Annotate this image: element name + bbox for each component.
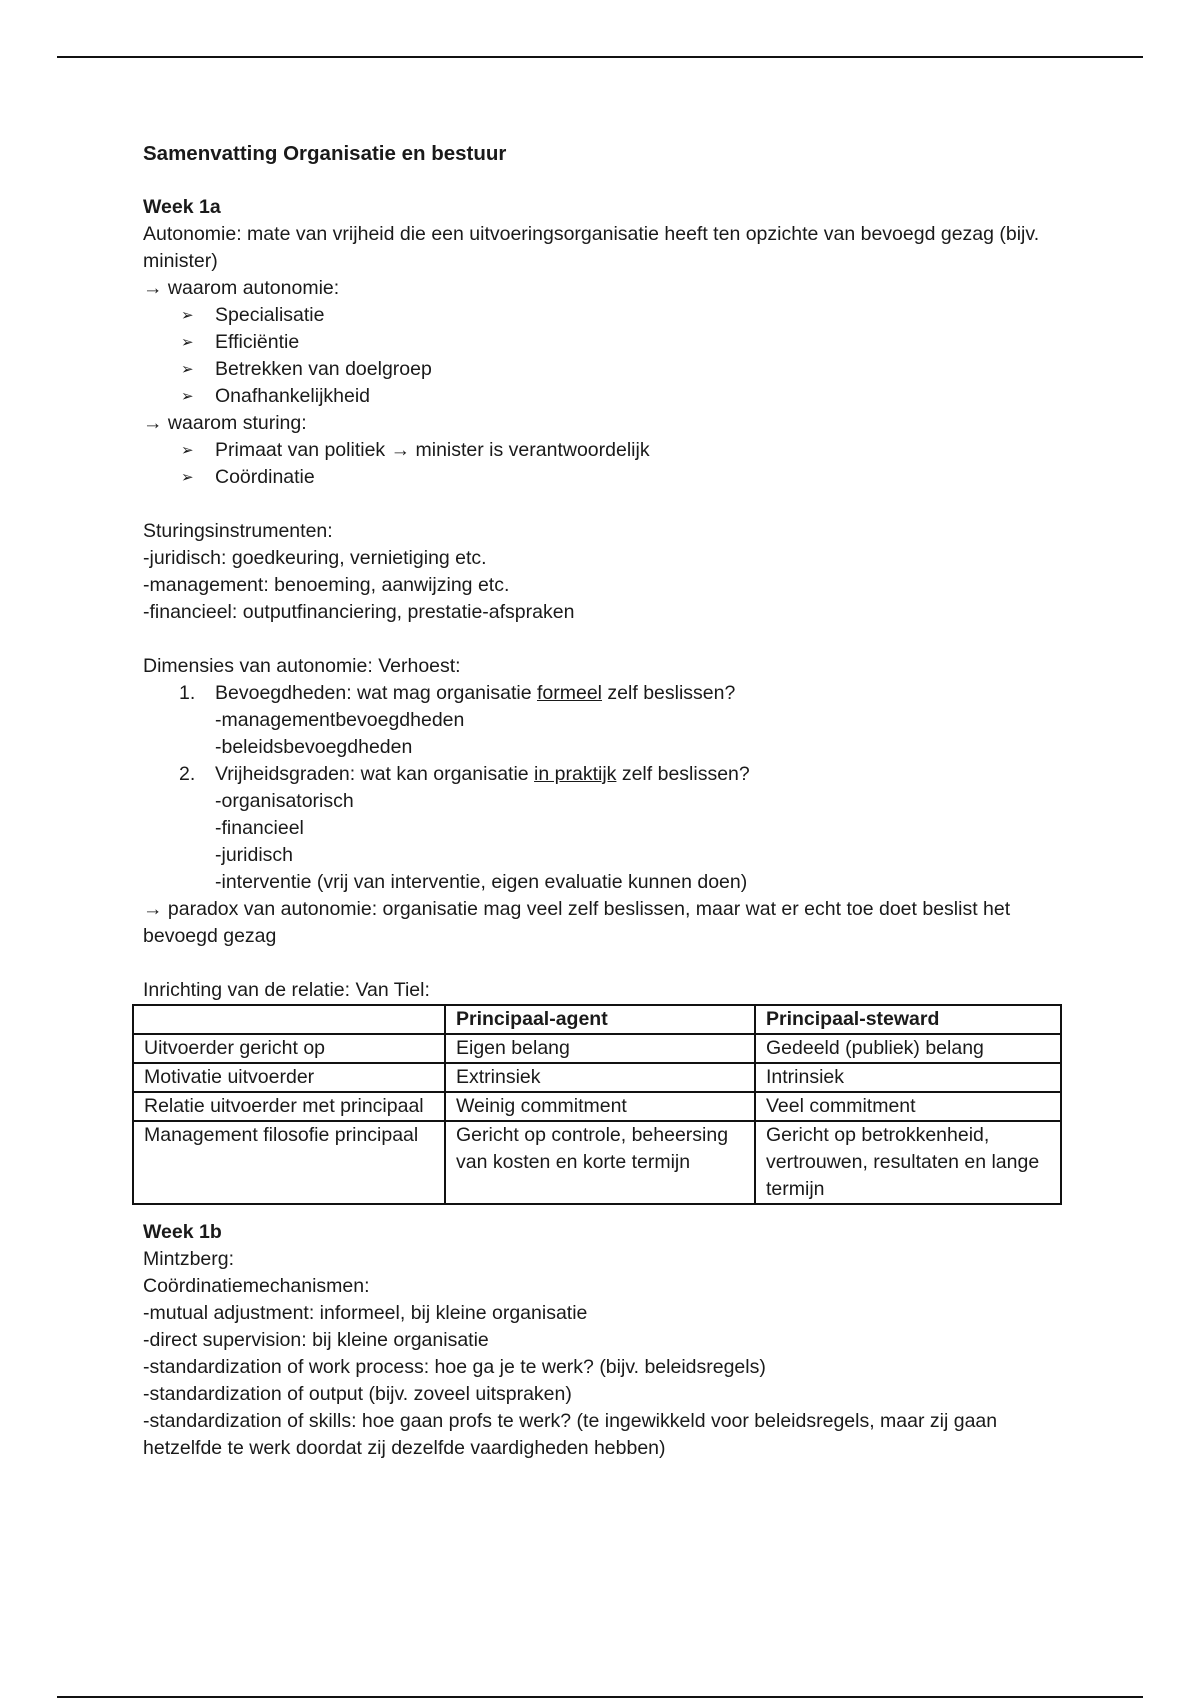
autonomy-reasons-list: [143, 302, 1073, 410]
arrow-bullet-icon: ➢: [181, 307, 194, 324]
arrow-bullet-icon: ➢: [181, 334, 194, 351]
table-row: Motivatie uitvoerder Extrinsiek Intrinsiek: [133, 1063, 1061, 1092]
arrow-bullet-icon: ➢: [181, 442, 194, 459]
week-1b-heading: Week 1b: [143, 1221, 222, 1243]
text-line: -standardization of skills: hoe gaan profs te werk? (te ingewikkeld voor beleidsregels, maar zij gaan hetzelfde te werk doordat zij dezelfde vaardigheden hebben): [143, 1410, 998, 1459]
list-item: ➢ Specialisatie: [181, 302, 1073, 329]
arrow-bullet-icon: ➢: [181, 361, 194, 378]
week-1a-heading: Week 1a: [143, 196, 221, 218]
text-line: -standardization of work process: hoe ga je te werk? (bijv. beleidsregels): [143, 1356, 766, 1378]
list-item: ➢ Betrekken van doelgroep: [181, 356, 1073, 383]
instrument-line: -financieel: outputfinanciering, prestatie-afspraken: [143, 601, 575, 623]
why-autonomy-line: → waarom autonomie:: [143, 277, 340, 299]
instruments-heading: Sturingsinstrumenten:: [143, 520, 333, 542]
list-item: ➢ Coördinatie: [181, 464, 1073, 491]
arrow-bullet-icon: ➢: [181, 388, 194, 405]
text-line: Coördinatiemechanismen:: [143, 1275, 370, 1297]
table-header-row: Principaal-agent Principaal-steward: [133, 1005, 1061, 1034]
paradox-line: → paradox van autonomie: organisatie mag veel zelf beslissen, maar wat er echt toe doet beslist het bevoegd gezag: [143, 898, 1011, 947]
steering-reasons-list: [143, 437, 1073, 491]
text-line: Mintzberg:: [143, 1248, 235, 1270]
dimensions-list: [143, 680, 1073, 896]
instrument-line: -juridisch: goedkeuring, vernietiging etc.: [143, 547, 487, 569]
text-line: -standardization of output (bijv. zoveel uitspraken): [143, 1383, 572, 1405]
autonomy-definition: Autonomie: mate van vrijheid die een uitvoeringsorganisatie heeft ten opzichte van bevoegd gezag (bijv. minister): [143, 223, 1040, 272]
why-steering-line: → waarom sturing:: [143, 412, 307, 434]
instrument-line: -management: benoeming, aanwijzing etc.: [143, 574, 510, 596]
list-item: 1. Bevoegdheden: wat mag organisatie formeel zelf beslissen? -managementbevoegdheden -beleidsbevoegdheden: [179, 682, 736, 758]
arrow-bullet-icon: ➢: [181, 469, 194, 486]
text-line: -direct supervision: bij kleine organisatie: [143, 1329, 489, 1351]
table-row: Relatie uitvoerder met principaal Weinig commitment Veel commitment: [133, 1092, 1061, 1121]
document-page: [143, 140, 1073, 1462]
list-item: ➢ Primaat van politiek → minister is verantwoordelijk: [181, 437, 1073, 464]
document-title: Samenvatting Organisatie en bestuur: [143, 142, 507, 165]
table-row: Management filosofie principaal Gericht op controle, beheersing van kosten en korte termijn Gericht op betrokkenheid, vertrouwen, resultaten en lange termijn: [133, 1121, 1061, 1204]
relation-table: [132, 1004, 1062, 1205]
bottom-rule: [57, 1696, 1143, 1698]
table-row: Uitvoerder gericht op Eigen belang Gedeeld (publiek) belang: [133, 1034, 1061, 1063]
top-rule: [57, 56, 1143, 58]
list-item: ➢ Onafhankelijkheid: [181, 383, 1073, 410]
text-line: -mutual adjustment: informeel, bij kleine organisatie: [143, 1302, 588, 1324]
list-item: ➢ Efficiëntie: [181, 329, 1073, 356]
dimensions-heading: Dimensies van autonomie: Verhoest:: [143, 655, 461, 677]
list-item: 2. Vrijheidsgraden: wat kan organisatie in praktijk zelf beslissen? -organisatorisch -financieel -juridisch -interventie (vrij van interventie, eigen evaluatie kunnen doen): [179, 763, 750, 893]
relation-heading: Inrichting van de relatie: Van Tiel:: [143, 979, 430, 1001]
